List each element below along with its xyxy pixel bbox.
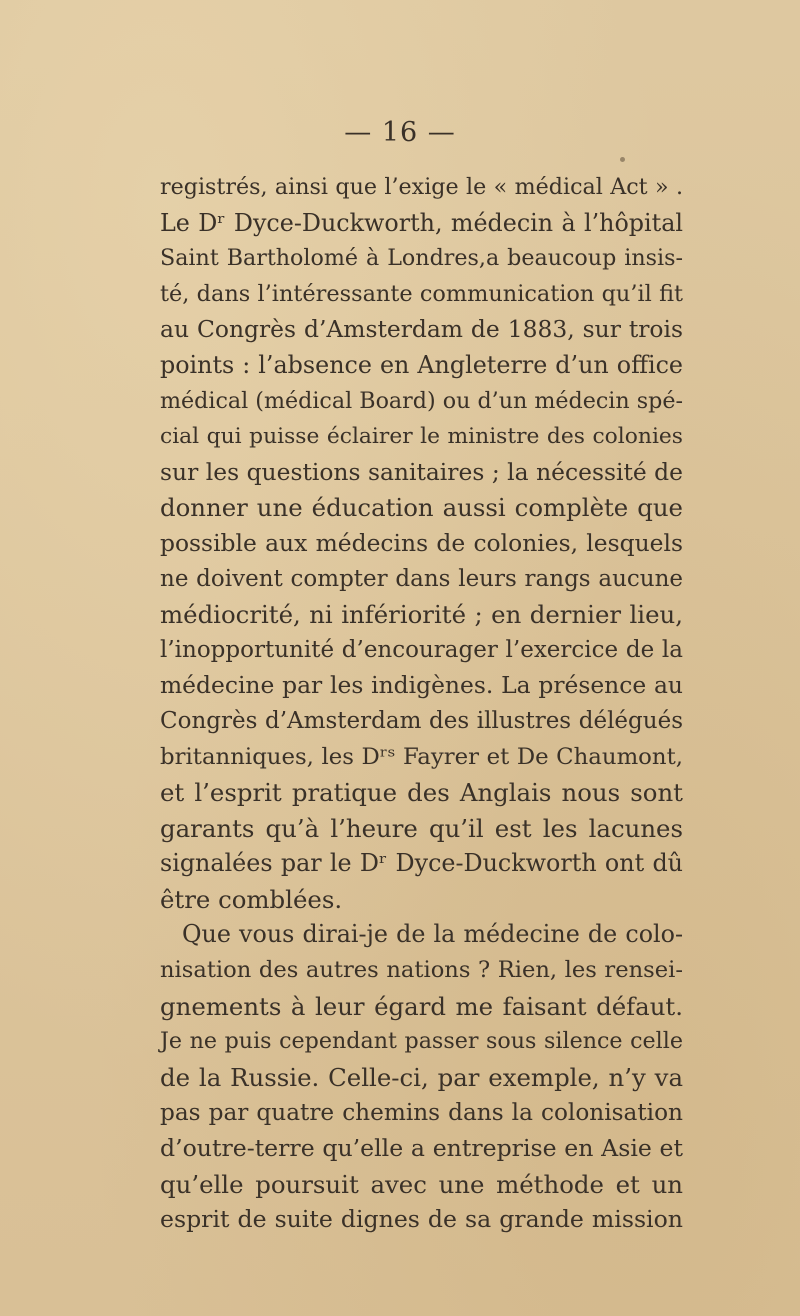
text-line: sur les questions sanitaires ; la nécessité de xyxy=(160,457,683,486)
text-line: médical (médical Board) ou d’un médecin spé- xyxy=(160,387,683,414)
text-line: Que vous dirai-je de la médecine de colo- xyxy=(182,920,683,949)
text-line: signalées par le Dʳ Dyce-Duckworth ont dû xyxy=(160,849,683,878)
text-line: points : l’absence en Angleterre d’un office xyxy=(160,350,683,379)
text-line: d’outre-terre qu’elle a entreprise en Asie et xyxy=(160,1134,683,1163)
text-line: médiocrité, ni infériorité ; en dernier lieu, xyxy=(160,600,683,630)
text-line: Le Dʳ Dyce-Duckworth, médecin à l’hôpital xyxy=(160,208,683,237)
text-line: Saint Bartholomé à Londres,a beaucoup insis- xyxy=(160,245,683,272)
text-line: té, dans l’intéressante communication qu’il fit xyxy=(160,280,683,307)
text-line: nisation des autres nations ? Rien, les rensei- xyxy=(160,957,683,984)
text-line: médecine par les indigènes. La présence au xyxy=(160,671,683,700)
text-line: cial qui puisse éclairer le ministre des colonies xyxy=(160,424,683,450)
text-line: Congrès d’Amsterdam des illustres délégués xyxy=(160,707,683,734)
ink-speck xyxy=(620,157,625,162)
text-line: de la Russie. Celle-ci, par exemple, n’y va xyxy=(160,1062,683,1092)
text-line: donner une éducation aussi complète que xyxy=(160,493,683,523)
text-line: ne doivent compter dans leurs rangs aucune xyxy=(160,565,683,592)
text-line: esprit de suite dignes de sa grande mission xyxy=(160,1205,683,1234)
text-line: au Congrès d’Amsterdam de 1883, sur trois xyxy=(160,315,683,344)
text-line: être comblées. xyxy=(160,884,343,914)
body-text xyxy=(160,170,683,1238)
text-line: pas par quatre chemins dans la colonisation xyxy=(160,1099,683,1127)
text-line: qu’elle poursuit avec une méthode et un xyxy=(160,1169,683,1199)
text-line: et l’esprit pratique des Anglais nous sont xyxy=(160,778,683,808)
text-line: Je ne puis cependant passer sous silence celle xyxy=(160,1028,683,1055)
text-line: l’inopportunité d’encourager l’exercice de la xyxy=(160,636,683,663)
text-line: garants qu’à l’heure qu’il est les lacunes xyxy=(160,813,683,843)
text-line: possible aux médecins de colonies, lesquels xyxy=(160,528,683,557)
text-line: registrés, ainsi que l’exige le « médical Act » . xyxy=(160,174,683,200)
page-number: — 16 — xyxy=(344,117,456,148)
text-line: britanniques, les Dʳˢ Fayrer et De Chaumont, xyxy=(160,743,683,770)
text-line: gnements à leur égard me faisant défaut. xyxy=(160,991,683,1021)
